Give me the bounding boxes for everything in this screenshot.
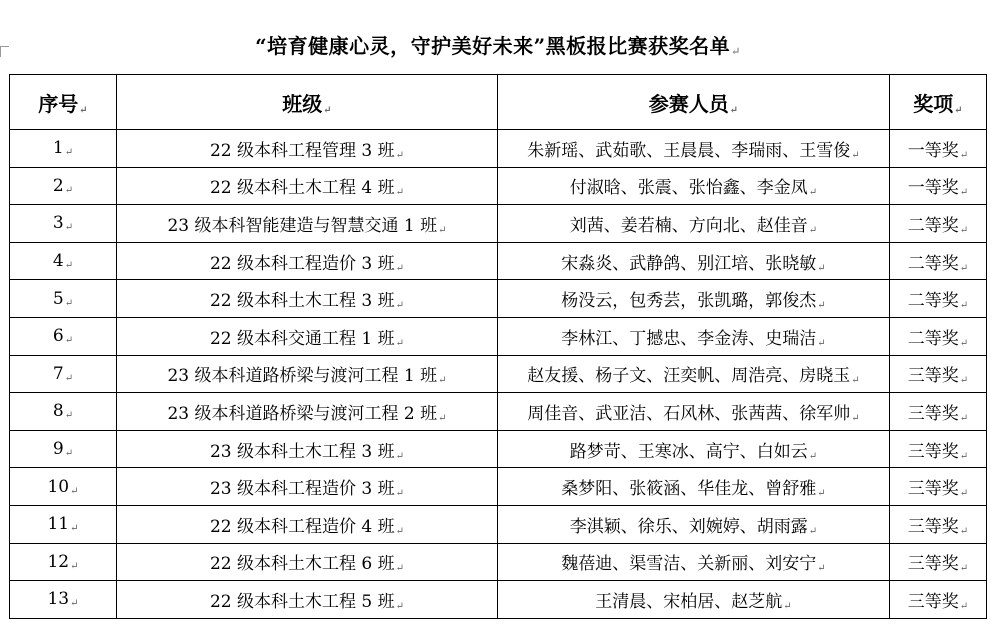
- class-cell-text: 23 级本科道路桥梁与渡河工程 2 班: [167, 403, 438, 424]
- participants-cell: [498, 468, 890, 506]
- index-cell: [10, 468, 117, 506]
- paragraph-mark-icon: ↵: [959, 224, 969, 236]
- class-cell-text: 22 级本科交通工程 1 班: [209, 328, 395, 349]
- index-cell-text: 5: [52, 288, 64, 309]
- paragraph-mark-icon: ↵: [729, 104, 739, 116]
- paragraph-mark-icon: ↵: [70, 523, 79, 535]
- class-cell: [117, 430, 498, 468]
- header-cell-class: 班级↵: [117, 75, 498, 130]
- index-cell-text: 2: [52, 175, 64, 196]
- paragraph-mark-icon: ↵: [959, 412, 969, 424]
- class-cell: [117, 130, 498, 168]
- award-cell: [890, 543, 987, 581]
- award-cell: [890, 242, 987, 280]
- participants-cell-text: 桑梦阳、张筱涵、华佳龙、曾舒雅: [561, 479, 817, 500]
- table-row: [10, 205, 987, 243]
- paragraph-mark-icon: ↵: [64, 372, 74, 384]
- paragraph-mark-icon: ↵: [817, 488, 826, 500]
- index-cell-text: 13: [47, 589, 70, 610]
- paragraph-mark-icon: ↵: [395, 187, 405, 199]
- paragraph-mark-icon: ↵: [64, 335, 74, 347]
- index-cell: [10, 280, 117, 318]
- table-row: [10, 430, 987, 468]
- paragraph-mark-icon: ↵: [959, 375, 969, 387]
- award-cell: [890, 581, 987, 619]
- paragraph-mark-icon: ↵: [64, 448, 74, 460]
- paragraph-mark-icon: ↵: [817, 337, 826, 349]
- participants-cell: [498, 393, 890, 431]
- class-cell-text: 22 级本科工程管理 3 班: [209, 140, 395, 161]
- paragraph-mark-icon: ↵: [817, 262, 826, 274]
- paragraph-mark-icon: ↵: [959, 149, 969, 161]
- title-text: “培育健康心灵，守护美好未来”黑板报比赛获奖名单: [255, 34, 731, 58]
- class-cell-text: 22 级本科工程造价 4 班: [209, 516, 395, 537]
- index-cell-text: 8: [52, 401, 64, 422]
- class-cell: [117, 280, 498, 318]
- paragraph-mark-icon: ↵: [395, 450, 405, 462]
- table-header-row: [10, 75, 987, 130]
- index-cell: [10, 355, 117, 393]
- paragraph-mark-icon: ↵: [808, 187, 818, 199]
- participants-cell-text: 李林江、丁撼忠、李金涛、史瑞洁: [561, 328, 817, 349]
- paragraph-mark-icon: ↵: [395, 563, 405, 575]
- participants-cell-text: 宋淼炎、武静鸽、别江培、张晓敏: [561, 253, 817, 274]
- paragraph-mark-icon: ↵: [70, 598, 79, 610]
- award-cell: [890, 317, 987, 355]
- participants-cell: [498, 280, 890, 318]
- participants-cell-text: 朱新瑶、武茹歌、王晨晨、李瑞雨、王雪俊: [527, 140, 851, 161]
- participants-cell-text: 李淇颖、徐乐、刘婉婷、胡雨露: [569, 516, 808, 537]
- participants-cell-text: 周佳音、武亚洁、石风林、张茜茜、徐军帅: [527, 403, 851, 424]
- class-cell-text: 23 级本科工程造价 3 班: [209, 479, 395, 500]
- table-row: [10, 393, 987, 431]
- participants-cell: [498, 355, 890, 393]
- paragraph-mark-icon: ↵: [959, 262, 969, 274]
- paragraph-mark-icon: ↵: [64, 260, 74, 272]
- award-cell-text: 二等奖: [907, 253, 959, 274]
- index-cell: [10, 505, 117, 543]
- paragraph-mark-icon: ↵: [395, 300, 405, 312]
- participants-cell: [498, 167, 890, 205]
- class-cell: [117, 581, 498, 619]
- table-row: [10, 242, 987, 280]
- paragraph-mark-icon: ↵: [959, 525, 969, 537]
- award-cell-text: 三等奖: [907, 366, 959, 387]
- paragraph-mark-icon: ↵: [731, 45, 741, 58]
- paragraph-mark-icon: ↵: [64, 147, 74, 159]
- table-body: [10, 130, 987, 619]
- index-cell-text: 6: [52, 326, 64, 347]
- index-cell: [10, 317, 117, 355]
- paragraph-mark-icon: ↵: [808, 525, 818, 537]
- award-cell-text: 一等奖: [907, 178, 959, 199]
- paragraph-mark-icon: ↵: [70, 485, 79, 497]
- paragraph-mark-icon: ↵: [851, 149, 860, 161]
- award-cell-text: 三等奖: [907, 441, 959, 462]
- paragraph-mark-icon: ↵: [851, 375, 860, 387]
- class-cell-text: 23 级本科智能建造与智慧交通 1 班: [167, 215, 438, 236]
- paragraph-mark-icon: ↵: [64, 222, 74, 234]
- paragraph-mark-icon: ↵: [954, 104, 963, 116]
- paragraph-mark-icon: ↵: [438, 375, 447, 387]
- paragraph-mark-icon: ↵: [959, 600, 969, 612]
- table-row: [10, 543, 987, 581]
- paragraph-mark-icon: ↵: [64, 410, 74, 422]
- participants-cell-text: 付淑晗、张震、张怡鑫、李金凤: [569, 178, 808, 199]
- index-cell-text: 10: [47, 476, 70, 497]
- class-cell-text: 22 级本科工程造价 3 班: [209, 253, 395, 274]
- header-cell-participants: 参赛人员↵: [498, 75, 890, 130]
- index-cell: [10, 581, 117, 619]
- index-cell-text: 12: [47, 551, 70, 572]
- paragraph-mark-icon: ↵: [79, 104, 88, 116]
- award-cell: [890, 280, 987, 318]
- participants-cell-text: 赵友援、杨子文、汪奕帆、周浩亮、房晓玉: [527, 366, 851, 387]
- participants-cell: [498, 205, 890, 243]
- award-cell-text: 三等奖: [907, 591, 959, 612]
- class-cell-text: 23 级本科土木工程 3 班: [209, 441, 395, 462]
- paragraph-mark-icon: ↵: [817, 300, 826, 312]
- paragraph-mark-icon: ↵: [959, 187, 969, 199]
- award-cell: [890, 167, 987, 205]
- award-cell-text: 一等奖: [907, 140, 959, 161]
- table-row: [10, 505, 987, 543]
- class-cell: [117, 205, 498, 243]
- index-cell-text: 4: [52, 251, 64, 272]
- paragraph-mark-icon: ↵: [64, 297, 74, 309]
- header-cell-index: 序号↵: [10, 75, 117, 130]
- participants-cell-text: 刘茜、姜若楠、方向北、赵佳音: [569, 215, 808, 236]
- class-cell-text: 22 级本科土木工程 3 班: [209, 291, 395, 312]
- participants-cell-text: 王清晨、宋柏居、赵芝航: [595, 591, 783, 612]
- participants-cell-text: 魏蓓迪、渠雪洁、关新丽、刘安宁: [561, 554, 817, 575]
- class-cell: [117, 505, 498, 543]
- award-cell-text: 二等奖: [907, 328, 959, 349]
- class-cell-text: 22 级本科土木工程 4 班: [209, 178, 395, 199]
- paragraph-mark-icon: ↵: [808, 224, 818, 236]
- class-cell-text: 22 级本科土木工程 5 班: [209, 591, 395, 612]
- table-row: [10, 280, 987, 318]
- table-row: [10, 581, 987, 619]
- participants-cell: [498, 130, 890, 168]
- index-cell: [10, 205, 117, 243]
- award-table: [9, 74, 987, 619]
- index-cell-text: 7: [52, 363, 64, 384]
- header-cell-award: 奖项↵: [890, 75, 987, 130]
- index-cell: [10, 167, 117, 205]
- paragraph-mark-icon: ↵: [395, 262, 405, 274]
- paragraph-mark-icon: ↵: [64, 184, 74, 196]
- paragraph-mark-icon: ↵: [851, 412, 860, 424]
- participants-cell: [498, 317, 890, 355]
- table-row: [10, 167, 987, 205]
- index-cell: [10, 393, 117, 431]
- award-cell-text: 二等奖: [907, 291, 959, 312]
- index-cell: [10, 543, 117, 581]
- table-row: [10, 468, 987, 506]
- index-cell: [10, 242, 117, 280]
- index-cell-text: 9: [52, 439, 64, 460]
- paragraph-mark-icon: ↵: [323, 104, 332, 116]
- award-cell: [890, 130, 987, 168]
- index-cell-text: 11: [47, 514, 70, 535]
- award-cell: [890, 205, 987, 243]
- award-cell-text: 三等奖: [907, 554, 959, 575]
- class-cell: [117, 167, 498, 205]
- participants-cell: [498, 242, 890, 280]
- paragraph-mark-icon: ↵: [438, 412, 447, 424]
- paragraph-mark-icon: ↵: [817, 563, 826, 575]
- class-cell: [117, 468, 498, 506]
- paragraph-mark-icon: ↵: [959, 488, 969, 500]
- class-cell: [117, 355, 498, 393]
- table-row: [10, 130, 987, 168]
- paragraph-mark-icon: ↵: [783, 600, 792, 612]
- paragraph-mark-icon: ↵: [395, 600, 405, 612]
- participants-cell: [498, 430, 890, 468]
- award-cell: [890, 393, 987, 431]
- index-cell: [10, 430, 117, 468]
- paragraph-mark-icon: ↵: [70, 560, 79, 572]
- paragraph-mark-icon: ↵: [959, 450, 969, 462]
- paragraph-mark-icon: ↵: [808, 450, 818, 462]
- index-cell-text: 1: [52, 138, 64, 159]
- table-row: [10, 317, 987, 355]
- award-cell: [890, 505, 987, 543]
- paragraph-mark-icon: ↵: [395, 337, 405, 349]
- paragraph-mark-icon: ↵: [438, 224, 447, 236]
- index-cell-text: 3: [52, 213, 64, 234]
- paragraph-mark-icon: ↵: [959, 337, 969, 349]
- award-cell: [890, 430, 987, 468]
- document-title: [0, 30, 996, 59]
- award-cell: [890, 355, 987, 393]
- class-cell-text: 22 级本科土木工程 6 班: [209, 554, 395, 575]
- table-row: [10, 355, 987, 393]
- participants-cell-text: 路梦苛、王寒冰、高宁、白如云: [569, 441, 808, 462]
- award-cell-text: 三等奖: [907, 516, 959, 537]
- class-cell: [117, 242, 498, 280]
- paragraph-mark-icon: ↵: [959, 300, 969, 312]
- participants-cell-text: 杨没云，包秀芸，张凯璐，郭俊杰: [561, 291, 817, 312]
- award-cell: [890, 468, 987, 506]
- award-cell-text: 三等奖: [907, 479, 959, 500]
- class-cell: [117, 543, 498, 581]
- class-cell: [117, 393, 498, 431]
- class-cell-text: 23 级本科道路桥梁与渡河工程 1 班: [167, 366, 438, 387]
- index-cell: [10, 130, 117, 168]
- paragraph-mark-icon: ↵: [395, 488, 405, 500]
- participants-cell: [498, 581, 890, 619]
- paragraph-mark-icon: ↵: [959, 563, 969, 575]
- participants-cell: [498, 505, 890, 543]
- award-cell-text: 三等奖: [907, 403, 959, 424]
- class-cell: [117, 317, 498, 355]
- award-cell-text: 二等奖: [907, 215, 959, 236]
- paragraph-mark-icon: ↵: [395, 149, 405, 161]
- participants-cell: [498, 543, 890, 581]
- paragraph-mark-icon: ↵: [395, 525, 405, 537]
